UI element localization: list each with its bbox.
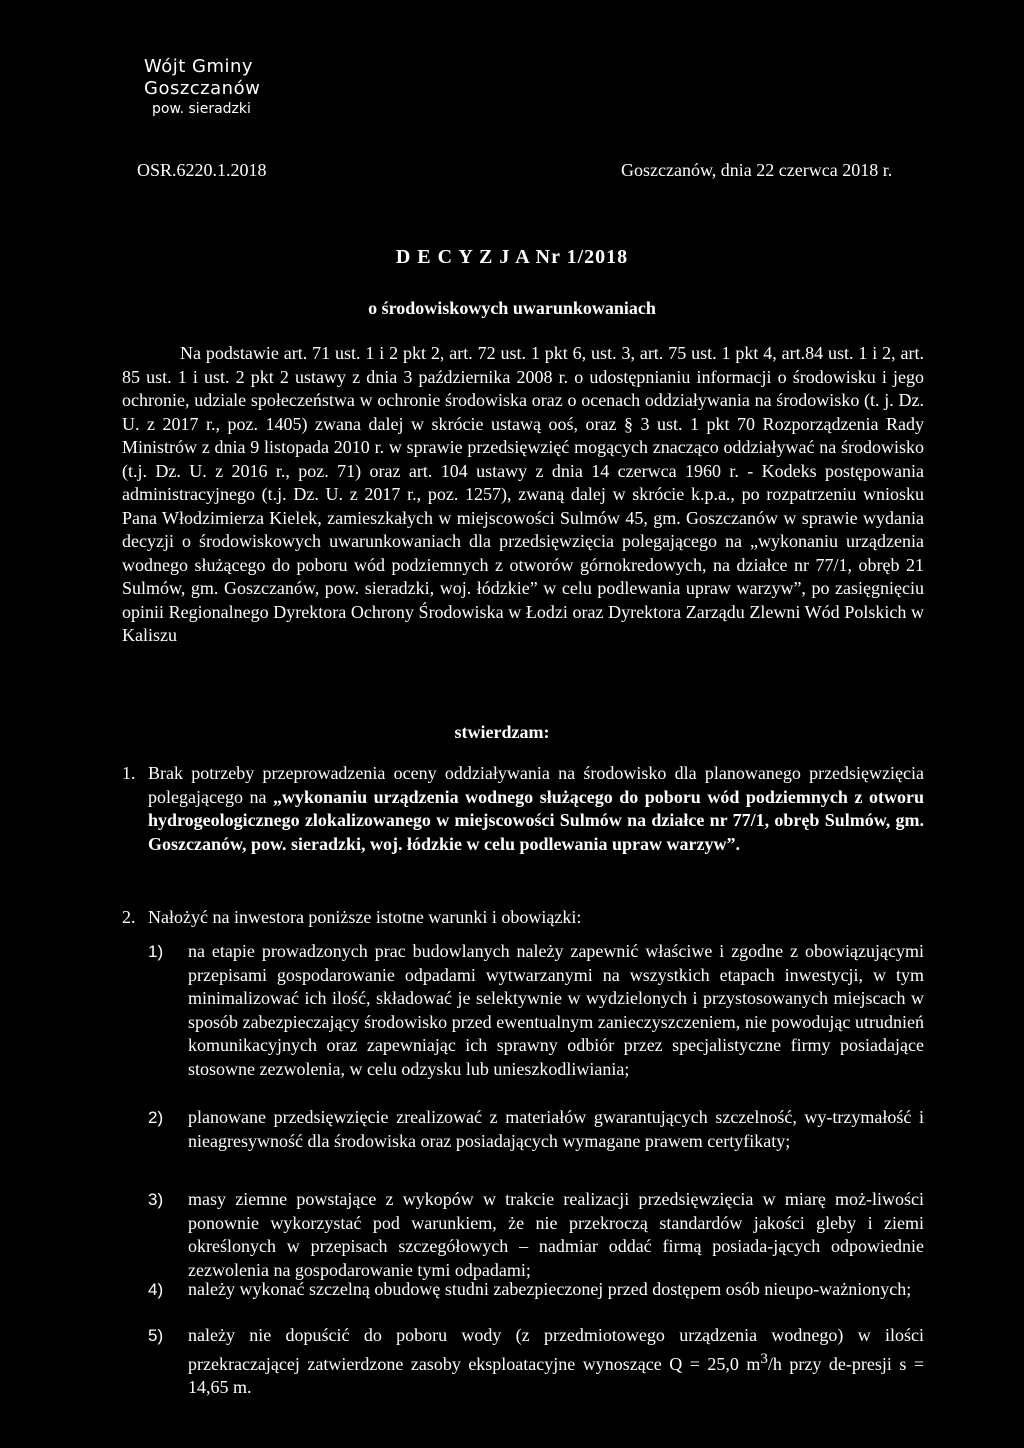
decision-title: D E C Y Z J A Nr 1/2018 [395,246,629,268]
point-1-text: Brak potrzeby przeprowadzenia oceny oddziaływania na środowisko dla planowanego przedsięwzięcia polegającego na [148,763,924,807]
condition-item [148,1324,924,1400]
issuer-header [144,56,260,118]
condition-text: na etapie prowadzonych prac budowlanych należy zapewnić właściwe i zgodne z obowiązującymi przepisami gospodarowanie odpadami wytwarzanymi na wszystkich etapach inwestycji, w tym minimalizować ich ilość, składować je selektywnie w wydzielonych i przystosowanych miejscach w sposób zabezpieczający środowisko przed ewentualnym zanieczyszczeniem, nie powodując utrudnień komunikacyjnych oraz zapewniając ich sprawny odbiór przez specjalistyczne firmy posiadające stosowne zezwolenia, w celu odzysku lub unieszkodliwiania; [188,941,924,1079]
condition-text-part: należy nie dopuścić do poboru wody (z przedmiotowego urządzenia wodnego) w ilości przekraczającej zatwierdzone zasoby eksploatacyjne wynoszące Q = 25,0 m [188,1325,924,1374]
stwierdzam-heading: stwierdzam: [454,722,550,742]
decision-subtitle: o środowiskowych uwarunkowaniach [368,298,656,318]
condition-text: należy wykonać szczelną obudowę studni zabezpieczonej przed dostępem osób nieupo-ważnionych; [188,1279,912,1299]
condition-number: 4) [148,1280,164,1299]
point-2 [122,906,924,930]
condition-text: planowane przedsięwzięcie zrealizować z materiałów gwarantujących szczelność, wy-trzymałość i nieagresywność dla środowiska oraz posiadających wymagane prawem certyfikaty; [188,1107,924,1151]
unit-superscript: 3 [760,1350,768,1367]
condition-number: 1) [148,942,164,961]
point-1 [122,762,924,856]
place-and-date: Goszczanów, dnia 22 czerwca 2018 r. [621,160,893,180]
condition-item [148,1188,924,1282]
condition-item [148,1106,924,1153]
legal-basis-paragraph [122,342,924,648]
legal-basis-text: Na podstawie art. 71 ust. 1 i 2 pkt 2, art. 72 ust. 1 pkt 6, ust. 3, art. 75 ust. 1 pkt 4, art.84 ust. 1 i 2, art. 85 ust. 1 i ust. 2 pkt 2 ustawy z dnia 3 października 2008 r. o udostępnianiu informacji o środowisku i jego ochronie, udziale społeczeństwa w ochronie środowiska oraz o ocenach oddziaływania na środowisko (t. j. Dz. U. z 2017 r., poz. 1405) zwana dalej w skrócie ustawą ooś, oraz § 3 ust. 1 pkt 70 Rozporządzenia Rady Ministrów z dnia 9 listopada 2010 r. w sprawie przedsięwzięć mogących znacząco oddziaływać na środowisko (t.j. Dz. U. z 2016 r., poz. 71) oraz art. 104 ustawy z dnia 14 czerwca 1960 r. - Kodeks postępowania administracyjnego (t.j. Dz. U. z 2017 r., poz. 1257), zwaną dalej w skrócie k.p.a., po rozpatrzeniu wniosku Pana Włodzimierza Kielek, zamieszkałych w miejscowości Sulmów 45, gm. Goszczanów w sprawie wydania decyzji o środowiskowych uwarunkowaniach dla przedsięwzięcia polegającego na „wykonaniu urządzenia wodnego służącego do poboru wód podziemnych z otworów górnokredowych, na działce nr 77/1, obręb 21 Sulmów, gm. Goszczanów, pow. sieradzki, woj. łódzkie” w celu podlewania upraw warzyw”, po zasięgnięciu opinii Regionalnego Dyrektora Ochrony Środowiska w Łodzi oraz Dyrektora Zarządu Zlewni Wód Polskich w Kaliszu [122,343,924,645]
condition-text-part: /h przy de-presji s = 14,65 m. [188,1353,924,1397]
reference-number: OSR.6220.1.2018 [137,160,267,180]
point-1-bold-text: „wykonaniu urządzenia wodnego służącego do poboru wód podziemnych z otworu hydrogeologicznego zlokalizowanego w miejscowości Sulmów na działce nr 77/1, obręb Sulmów, gm. Goszczanów, pow. sieradzki, woj. łódzkie w celu podlewania upraw warzyw”. [148,786,924,854]
condition-number: 3) [148,1190,164,1209]
point-2-text: Nałożyć na inwestora poniższe istotne warunki i obowiązki: [148,907,582,927]
condition-number: 5) [148,1326,164,1345]
condition-item [148,1278,924,1302]
point-1-number: 1. [122,763,136,783]
condition-text [188,1324,924,1400]
issuer-municipality: Goszczanów [144,78,261,99]
condition-number: 2) [148,1108,164,1127]
point-2-number: 2. [122,907,136,927]
condition-text: masy ziemne powstające z wykopów w trakcie realizacji przedsięwzięcia w miarę moż-liwości ponownie wykorzystać pod warunkiem, że nie przekroczą standardów jakości gleby i ziemi określonych w przepisach szczegółowych – nadmiar oddać firmą posiada-jących odpowiednie zezwolenia na gospodarowanie tymi odpadami; [188,1189,924,1280]
issuer-county: pow. sieradzki [152,101,251,117]
condition-item [148,940,924,1081]
issuer-title: Wójt Gminy [144,56,254,77]
